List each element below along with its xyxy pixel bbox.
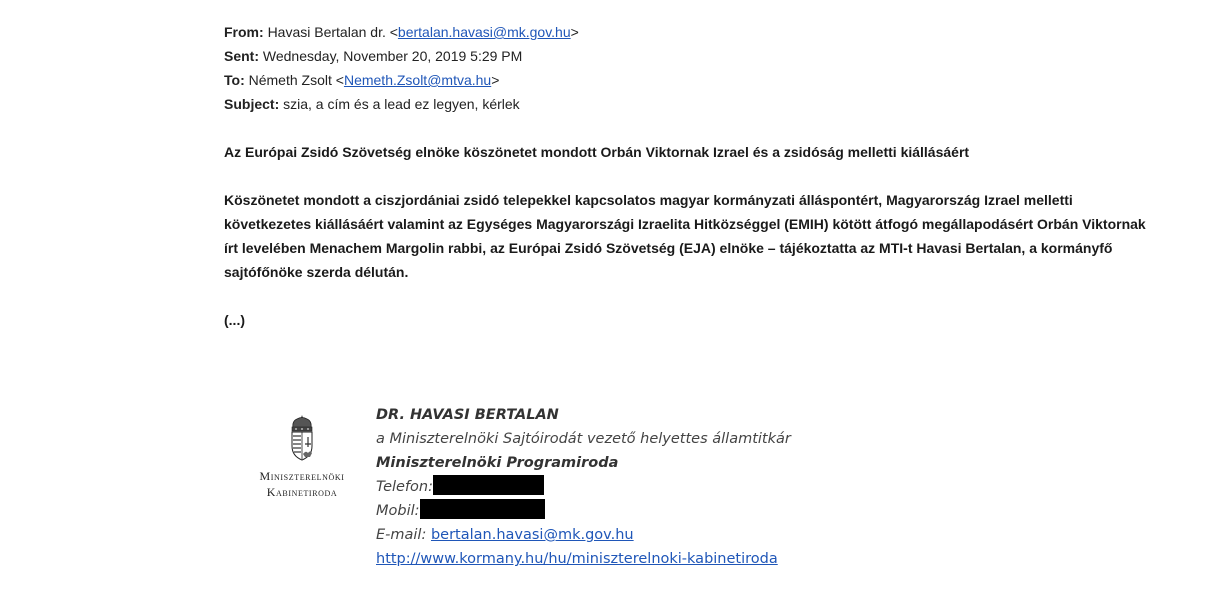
subject-value: szia, a cím és a lead ez legyen, kérlek <box>283 96 520 112</box>
sent-value: Wednesday, November 20, 2019 5:29 PM <box>262 48 523 64</box>
to-close: > <box>491 72 500 88</box>
article-lead: Köszönetet mondott a ciszjordániai zsidó telepekkel kapcsolatos magyar kormányzati álláspontért, Magyarország Izrael melletti következetes kiállásáért valamint az Egységes Magyarországi Izraelita Hitközséggel (EMIH) kötött átfogó megállapodásért Orbán Viktornak írt levelében Menachem Margolin rabbi, az Európai Zsidó Szövetség (EJA) elnöke – tájékoztatta az MTI-t Havasi Bertalan, a kormányfő sajtófőnöke szerda délután. <box>224 192 1146 280</box>
article-headline: Az Európai Zsidó Szövetség elnöke köszönetet mondott Orbán Viktornak Izrael és a zsidóság melletti kiállásáért <box>224 144 970 160</box>
from-email-link[interactable]: bertalan.havasi@mk.gov.hu <box>397 24 571 40</box>
subject-line <box>224 92 1154 116</box>
to-email-link[interactable]: Nemeth.Zsolt@mtva.hu <box>343 72 492 88</box>
email-line <box>376 523 791 547</box>
sent-label: Sent: <box>224 48 259 64</box>
logo-line-1: Miniszterelnöki <box>259 469 345 483</box>
mobile-label: Mobil: <box>376 503 420 519</box>
to-line <box>224 68 1154 92</box>
signature-office: Miniszterelnöki Programiroda <box>376 455 619 471</box>
cabinet-office-logo <box>240 414 364 500</box>
phone-line <box>376 475 791 499</box>
email-label: E-mail: <box>376 527 427 543</box>
from-line <box>224 20 1154 44</box>
to-name: Németh Zsolt < <box>248 72 344 88</box>
subject-label: Subject: <box>224 96 280 112</box>
phone-redaction <box>433 475 544 495</box>
logo-line-2: Kabinetiroda <box>266 485 338 499</box>
from-close: > <box>570 24 579 40</box>
mobile-line <box>376 499 791 523</box>
phone-label: Telefon: <box>376 479 433 495</box>
from-name: Havasi Bertalan dr. < <box>267 24 398 40</box>
email-signature <box>376 403 791 571</box>
signature-name: DR. HAVASI BERTALAN <box>376 407 559 423</box>
website-line <box>376 547 791 571</box>
signature-title: a Miniszterelnöki Sajtóirodát vezető helyettes államtitkár <box>376 431 791 447</box>
from-label: From: <box>224 24 264 40</box>
coat-of-arms-icon <box>287 414 317 464</box>
to-label: To: <box>224 72 245 88</box>
article-ellipsis: (...) <box>224 312 245 328</box>
sent-line <box>224 44 1154 68</box>
email-message <box>224 20 1154 332</box>
signature-email-link[interactable]: bertalan.havasi@mk.gov.hu <box>430 527 634 543</box>
mobile-redaction <box>420 499 545 519</box>
signature-website-link[interactable]: http://www.kormany.hu/hu/miniszterelnoki-kabinetiroda <box>376 551 778 567</box>
